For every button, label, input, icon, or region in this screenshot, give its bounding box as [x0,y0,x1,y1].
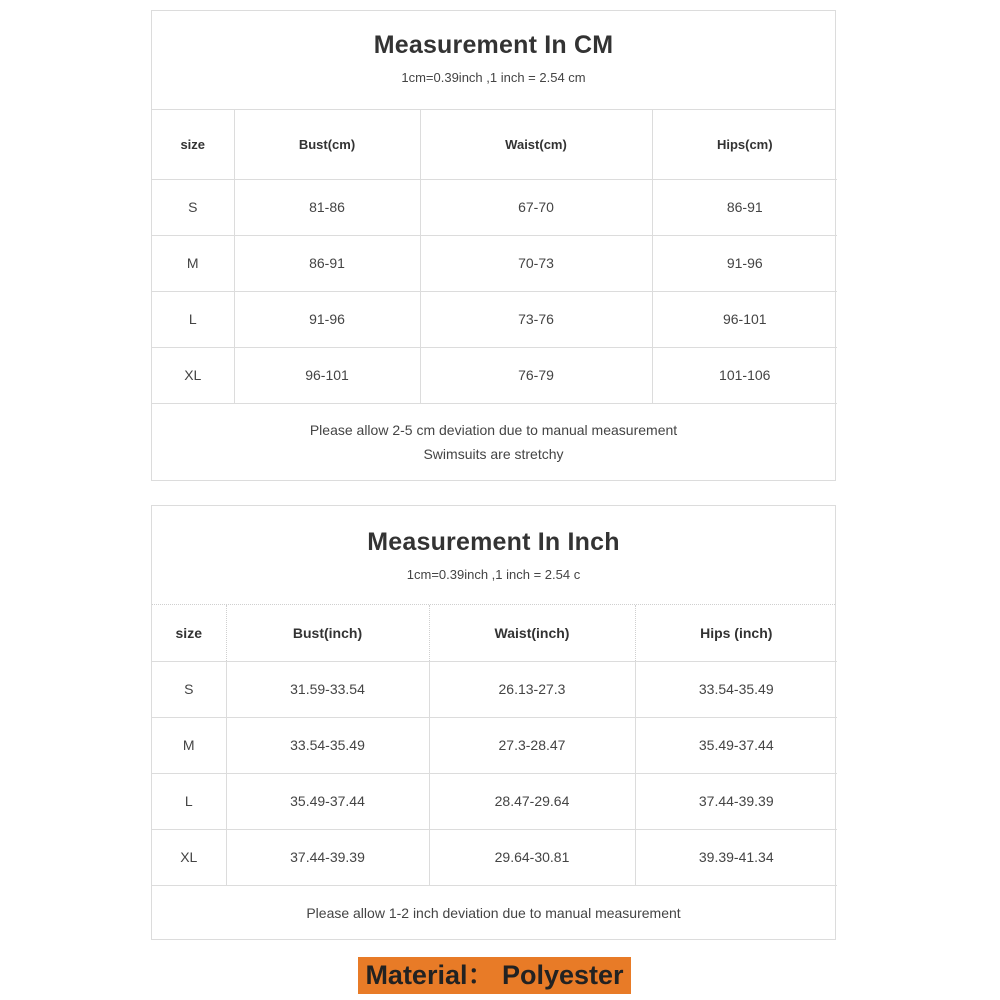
table-row [152,717,837,773]
table-row [152,347,837,403]
inch-conversion-note: 1cm=0.39inch ,1 inch = 2.54 c [406,567,581,582]
table-row [152,291,837,347]
waist-cell: 26.13-27.3 [429,661,635,717]
cm-title-block [152,11,835,110]
bust-cell: 81-86 [234,179,420,235]
table-row [152,661,837,717]
size-cell: S [152,179,234,235]
size-cell: XL [152,829,226,885]
bust-cell: 96-101 [234,347,420,403]
table-row [152,179,837,235]
hips-cell: 86-91 [652,179,837,235]
material-label: Material： Polyester [358,957,631,994]
header-waist: Waist(inch) [429,605,635,661]
bust-cell: 86-91 [234,235,420,291]
hips-cell: 91-96 [652,235,837,291]
waist-cell: 70-73 [420,235,652,291]
inch-size-card [151,505,836,940]
header-size: size [152,110,234,179]
stretch-note-line: Swimsuits are stretchy [423,445,564,462]
bust-cell: 31.59-33.54 [226,661,429,717]
hips-cell: 39.39-41.34 [635,829,837,885]
waist-cell: 73-76 [420,291,652,347]
cm-size-card [151,10,836,481]
inch-deviation-note [152,886,835,925]
inch-size-table [152,605,837,886]
cm-size-table [152,110,837,404]
table-header-row [152,605,837,661]
table-header-row [152,110,837,179]
header-waist: Waist(cm) [420,110,652,179]
table-row [152,235,837,291]
size-cell: L [152,773,226,829]
header-hips: Hips(cm) [652,110,837,179]
bust-cell: 37.44-39.39 [226,829,429,885]
waist-cell: 67-70 [420,179,652,235]
deviation-note-line: Please allow 2-5 cm deviation due to manual measurement [309,421,678,438]
waist-cell: 76-79 [420,347,652,403]
inch-title-block [152,506,835,605]
size-cell: L [152,291,234,347]
header-bust: Bust(inch) [226,605,429,661]
hips-cell: 96-101 [652,291,837,347]
header-hips: Hips (inch) [635,605,837,661]
cm-conversion-note: 1cm=0.39inch ,1 inch = 2.54 cm [401,70,586,85]
inch-table-title: Measurement In Inch [367,528,620,556]
hips-cell: 37.44-39.39 [635,773,837,829]
waist-cell: 29.64-30.81 [429,829,635,885]
bust-cell: 35.49-37.44 [226,773,429,829]
deviation-note-line: Please allow 1-2 inch deviation due to manual measurement [306,904,681,921]
bust-cell: 33.54-35.49 [226,717,429,773]
header-size: size [152,605,226,661]
cm-deviation-note [152,404,835,466]
header-bust: Bust(cm) [234,110,420,179]
size-cell: M [152,717,226,773]
hips-cell: 33.54-35.49 [635,661,837,717]
hips-cell: 35.49-37.44 [635,717,837,773]
waist-cell: 27.3-28.47 [429,717,635,773]
waist-cell: 28.47-29.64 [429,773,635,829]
size-cell: S [152,661,226,717]
cm-table-title: Measurement In CM [373,31,614,59]
size-cell: XL [152,347,234,403]
size-cell: M [152,235,234,291]
bust-cell: 91-96 [234,291,420,347]
hips-cell: 101-106 [652,347,837,403]
table-row [152,773,837,829]
table-row [152,829,837,885]
